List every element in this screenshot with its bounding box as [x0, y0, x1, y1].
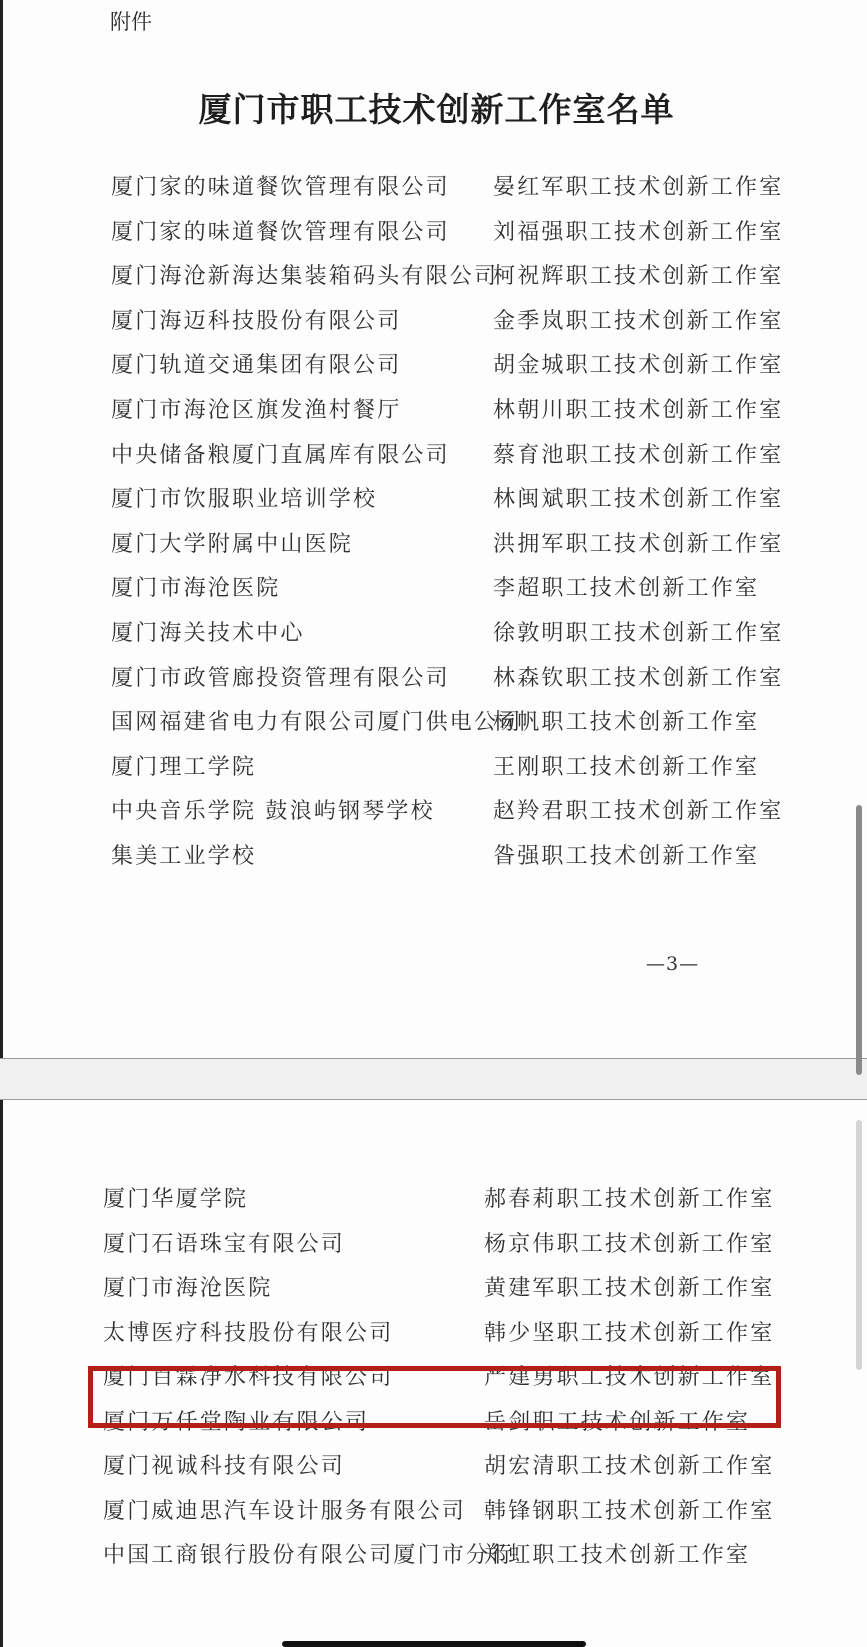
- organization-name: 国网福建省电力有限公司厦门供电公司: [111, 710, 523, 736]
- studio-name: 杨帆职工技术创新工作室: [493, 710, 760, 736]
- studio-name: 杨京伟职工技术创新工作室: [484, 1231, 775, 1257]
- studio-name: 昝强职工技术创新工作室: [493, 844, 760, 869]
- list-item: [3, 348, 867, 394]
- organization-name: 厦门百霖净水科技有限公司: [103, 1365, 394, 1390]
- organization-name: 厦门市政管廊投资管理有限公司: [111, 665, 450, 691]
- home-indicator[interactable]: [282, 1641, 586, 1647]
- organization-name: 厦门海关技术中心: [111, 621, 305, 646]
- organization-name: 厦门市饮服职业培训学校: [111, 487, 378, 513]
- studio-name: 林森钦职工技术创新工作室: [493, 665, 784, 691]
- list-item: [3, 571, 867, 617]
- studio-name: 胡宏清职工技术创新工作室: [484, 1454, 775, 1479]
- organization-name: 太博医疗科技股份有限公司: [103, 1320, 394, 1346]
- organization-name: 中央储备粮厦门直属库有限公司: [111, 442, 450, 468]
- studio-name: 林朝川职工技术创新工作室: [493, 398, 784, 423]
- organization-name: 厦门石语珠宝有限公司: [103, 1231, 346, 1257]
- studio-name: 蔡育池职工技术创新工作室: [493, 442, 784, 468]
- organization-name: 厦门市海沧区旗发渔村餐厅: [111, 398, 402, 423]
- studio-name: 黄建军职工技术创新工作室: [484, 1276, 775, 1301]
- studio-name: 郑虹职工技术创新工作室: [484, 1543, 751, 1568]
- organization-name: 厦门市海沧医院: [103, 1276, 273, 1301]
- studio-name: 岳剑职工技术创新工作室: [484, 1409, 751, 1435]
- organization-name: 厦门轨道交通集团有限公司: [111, 353, 402, 379]
- organization-name: 中央音乐学院 鼓浪屿钢琴学校: [111, 799, 435, 825]
- list-item: [3, 215, 867, 261]
- organization-name: 厦门华厦学院: [103, 1187, 249, 1212]
- organization-name: 厦门家的味道餐饮管理有限公司: [111, 175, 450, 200]
- studio-name: 郝春莉职工技术创新工作室: [484, 1187, 775, 1212]
- list-item: [3, 1405, 867, 1451]
- list-item: [3, 304, 867, 350]
- studio-name: 金季岚职工技术创新工作室: [493, 308, 784, 334]
- list-item: [3, 616, 867, 662]
- studio-name: 洪拥军职工技术创新工作室: [493, 531, 784, 557]
- studio-name: 柯祝辉职工技术创新工作室: [493, 264, 784, 290]
- studio-name: 林闽斌职工技术创新工作室: [493, 487, 784, 513]
- document-page-2: [0, 1100, 867, 1647]
- list-item: [3, 1316, 867, 1362]
- studio-name: 晏红军职工技术创新工作室: [493, 175, 784, 200]
- list-item: [3, 1182, 867, 1228]
- organization-name: 厦门市海沧医院: [111, 576, 281, 602]
- scrollbar-track-hint: [856, 1120, 862, 1370]
- page-number: —3—: [646, 953, 700, 975]
- organization-name: 厦门万仟堂陶业有限公司: [103, 1409, 370, 1435]
- studio-name: 严建勇职工技术创新工作室: [484, 1365, 775, 1390]
- list-item: [3, 1360, 867, 1406]
- page-separator: [0, 1058, 867, 1100]
- list-item: [3, 661, 867, 707]
- list-item: [3, 1227, 867, 1273]
- organization-name: 集美工业学校: [111, 844, 257, 869]
- list-item: [3, 1538, 867, 1584]
- organization-name: 中国工商银行股份有限公司厦门市分行: [103, 1543, 515, 1568]
- list-item: [3, 705, 867, 751]
- studio-name: 李超职工技术创新工作室: [493, 576, 760, 602]
- list-item: [3, 527, 867, 573]
- organization-name: 厦门海迈科技股份有限公司: [111, 308, 402, 334]
- studio-name: 徐敦明职工技术创新工作室: [493, 621, 784, 646]
- organization-name: 厦门视诚科技有限公司: [103, 1454, 346, 1479]
- studio-name: 赵羚君职工技术创新工作室: [493, 799, 784, 825]
- studio-name: 王刚职工技术创新工作室: [493, 754, 760, 780]
- list-item: [3, 794, 867, 840]
- list-item: [3, 170, 867, 216]
- organization-name: 厦门威迪思汽车设计服务有限公司: [103, 1498, 467, 1524]
- list-item: [3, 393, 867, 439]
- organization-name: 厦门大学附属中山医院: [111, 531, 354, 557]
- list-item: [3, 1449, 867, 1495]
- list-item: [3, 750, 867, 796]
- studio-name: 韩少坚职工技术创新工作室: [484, 1320, 775, 1346]
- organization-name: 厦门海沧新海达集装箱码头有限公司: [111, 264, 499, 290]
- list-item: [3, 1494, 867, 1540]
- list-item: [3, 839, 867, 885]
- list-item: [3, 259, 867, 305]
- scrollbar-thumb[interactable]: [856, 805, 862, 1075]
- studio-name: 胡金城职工技术创新工作室: [493, 353, 784, 379]
- organization-name: 厦门理工学院: [111, 754, 257, 780]
- page-title: 厦门市职工技术创新工作室名单: [198, 90, 675, 129]
- studio-name: 刘福强职工技术创新工作室: [493, 219, 784, 245]
- list-item: [3, 1271, 867, 1317]
- list-item: [3, 438, 867, 484]
- organization-name: 厦门家的味道餐饮管理有限公司: [111, 219, 450, 245]
- attachment-label: 附件: [110, 10, 152, 34]
- list-item: [3, 482, 867, 528]
- studio-name: 韩锋钢职工技术创新工作室: [484, 1498, 775, 1524]
